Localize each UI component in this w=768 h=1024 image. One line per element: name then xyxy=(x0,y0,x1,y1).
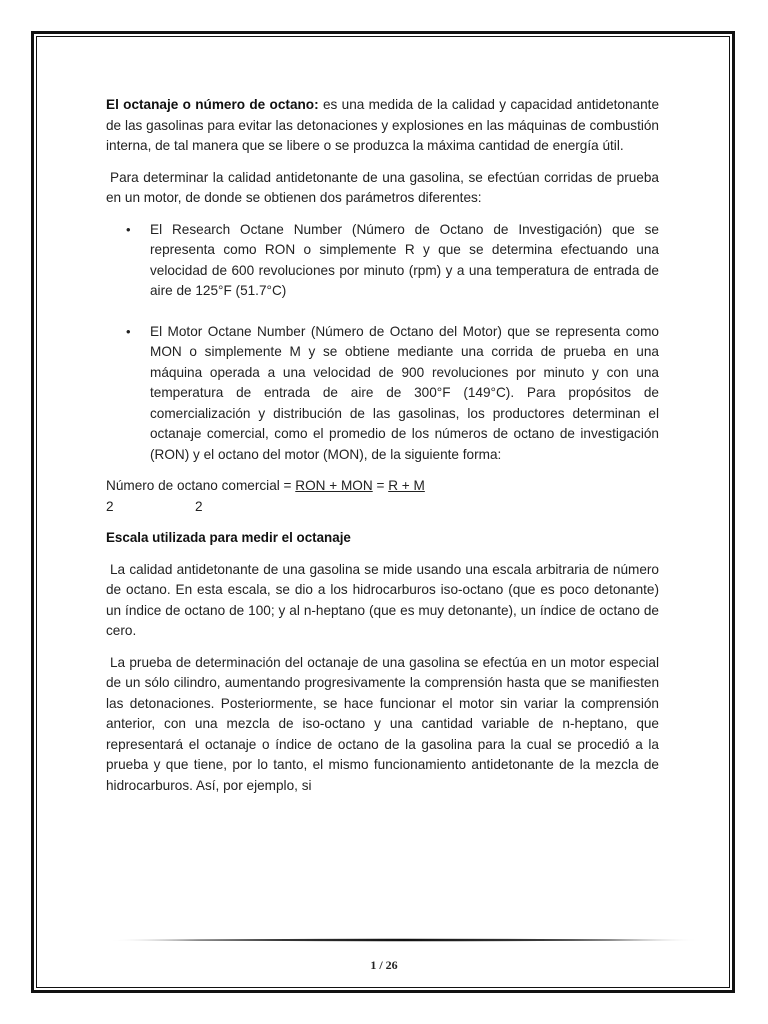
footer-divider xyxy=(110,938,698,942)
bullet-icon: • xyxy=(126,221,131,237)
bullet-icon: • xyxy=(126,323,131,339)
list-item-mon xyxy=(106,322,659,466)
test-paragraph: La prueba de determinación del octanaje de una gasolina se efectúa en un motor especial de un sólo cilindro, aumentando progresivamente la comprensión hasta que se manifiesten las detonaciones. Posteriormente, se hace funcionar el motor sin variar la comprensión anterior, con una mezcla de iso-octano y una cantidad variable de n-heptano, que representará el octanaje o índice de octano de la gasolina para la cual se procedió a la prueba y que tiene, por lo tanto, el mismo funcionamiento antidetonante de la mezcla de hidrocarburos. Así, por ejemplo, si xyxy=(106,654,659,793)
formula-denominator-2: 2 xyxy=(195,498,203,514)
formula-equals: = xyxy=(372,478,389,493)
formula-denominator-row xyxy=(106,497,659,518)
determination-paragraph: Para determinar la calidad antidetonante de una gasolina, se efectúan corridas de prueba en un motor, de donde se obtienen dos parámetros diferentes: xyxy=(106,169,659,205)
list-item-ron xyxy=(106,220,659,302)
formula-denominator-1: 2 xyxy=(106,498,114,514)
document-body xyxy=(106,95,659,796)
scale-paragraph: La calidad antidetonante de una gasolina se mide usando una escala arbitraria de número de octano. En esta escala, se dio a los hidrocarburos iso-octano (que es poco detonante) un índice de octano de 100; y al n-heptano (que es muy detonante), un índice de octano de cero. xyxy=(106,561,659,638)
section-heading: Escala utilizada para medir el octanaje xyxy=(106,530,351,545)
intro-text: es una medida de la calidad y capacidad antidetonante de las gasolinas para evitar las detonaciones y explosiones en las máquinas de combustión interna, de tal manera que se libere o se produzca la máxima cantidad de energía útil. xyxy=(106,97,660,153)
intro-paragraph xyxy=(106,95,659,157)
formula-prefix: Número de octano comercial = xyxy=(106,478,296,493)
parameter-list xyxy=(106,220,659,466)
intro-lead-bold: El octanaje o número de octano: xyxy=(106,97,319,112)
list-item-ron-text: El Research Octane Number (Número de Octano de Investigación) que se representa como RON o simplemente R y que se determina efectuando una velocidad de 600 revoluciones por minuto (rpm) y a una temperatura de entrada de aire de 125°F (51.7°C) xyxy=(150,221,659,298)
list-item-mon-text: El Motor Octane Number (Número de Octano del Motor) que se representa como MON o simplemente M y se obtiene mediante una corrida de prueba en una máquina operada a una velocidad de 900 revoluciones por minuto y con una temperatura de entrada de aire de 300°F (149°C). Para propósitos de comercialización y distribución de las gasolinas, los productores determinan el octanaje comercial, como el promedio de los números de octano de investigación (RON) y el octano del motor (MON), de la siguiente forma: xyxy=(150,323,659,462)
commercial-octane-formula xyxy=(106,476,659,517)
formula-numerator-r-m: R + M xyxy=(388,478,425,493)
page-number: 1 / 26 xyxy=(370,958,398,972)
formula-numerator-ron-mon: RON + MON xyxy=(295,478,373,493)
formula-numerator-row xyxy=(106,476,659,497)
